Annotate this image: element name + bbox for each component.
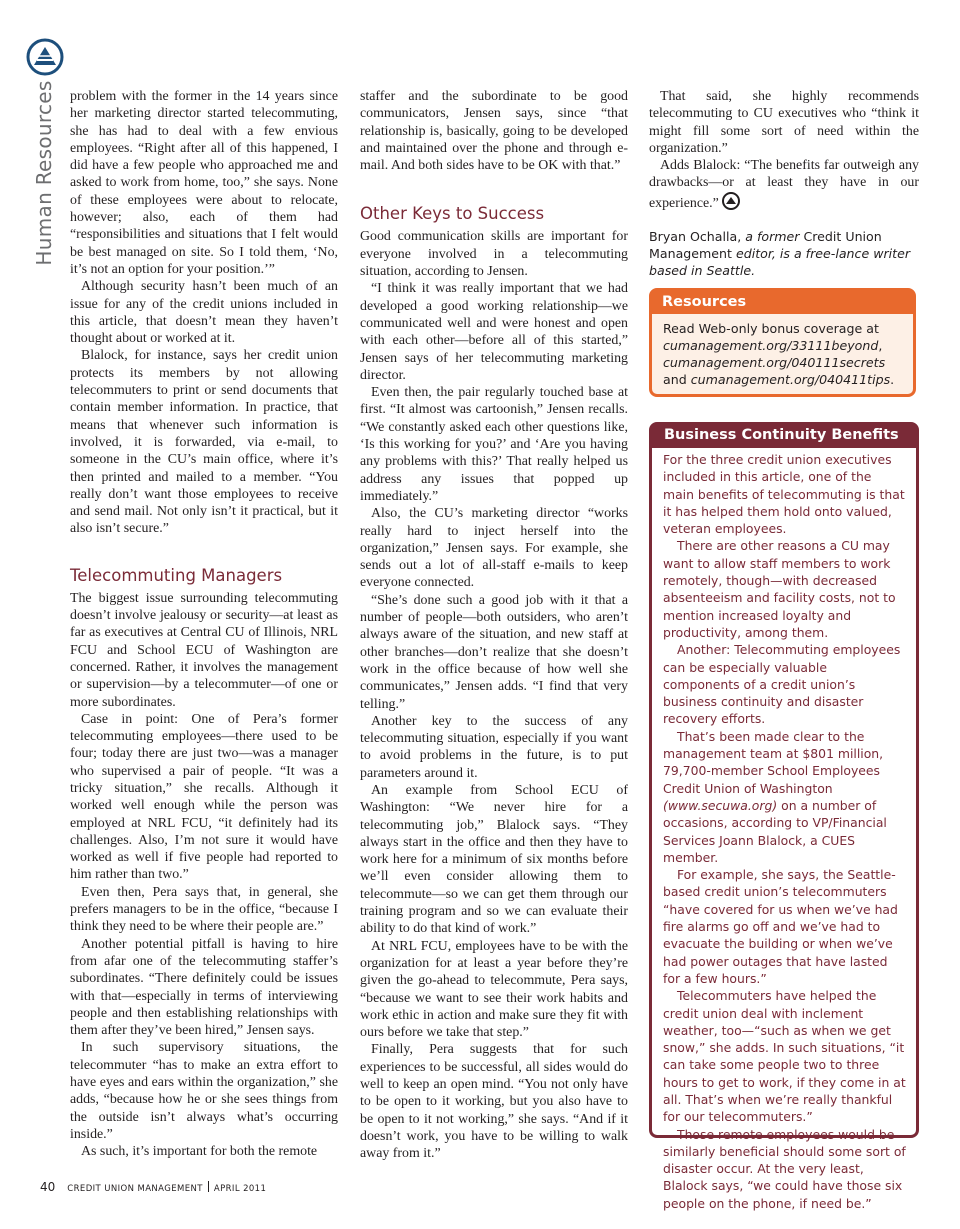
paragraph: Also, the CU’s marketing director “works really hard to inject herself into the organization,” Jensen says. For example, she sends out a lot of all-staff e-mails to keep everyone connected.: [360, 506, 628, 591]
sidebar-paragraph: For the three credit union executives included in this article, one of the main benefits of telecommuting is that it has helped them hold onto valued, veteran employees.: [663, 452, 905, 537]
business-continuity-body: [652, 448, 916, 1212]
subheading-telecommuting-managers: Telecommuting Managers: [70, 565, 283, 585]
paragraph: “She’s done such a good job with it that a number of people—both outsiders, who aren’t always aware of the situation, and new staff at other branches—don’t realize that she doesn’t work in the office because of how well she communicates,” Jensen adds. “I find that very telling.”: [360, 592, 628, 712]
resources-text: Read Web-only bonus coverage at: [663, 321, 879, 336]
publication-name: Credit Union Management: [649, 229, 882, 262]
paragraph: In such supervisory situations, the telecommuter “has to make an extra effort to have eyes and ears within the organization,” she adds, “because how he or she sees things from the outside isn’t always what’s occurring inside.”: [70, 1040, 338, 1142]
footer-divider: [208, 1181, 209, 1192]
subheading-other-keys: Other Keys to Success: [360, 204, 545, 224]
section-tag: [24, 80, 64, 266]
bio-text: editor, is a free-lance writer based in Seattle.: [649, 246, 911, 279]
paragraph: Case in point: One of Pera’s former telecommuting employees—there used to be four; today there are just two—was a manager who supervised a pair of people. “It was a tricky situation,” she recalls. Although it worked well enough while the person was employed at NRL FCU, “it definitely had its challenges. Also, I’m not sure it would have worked as well if five people had reported to him rather than two.”: [70, 711, 338, 883]
paragraph: “I think it was really important that we had developed a good working relationship—we communicated well and were honest and open with each other—before all of this started,” Jensen says of her telecommuting marketing director.: [360, 281, 628, 383]
sidebar-paragraph: There are other reasons a CU may want to allow staff members to work remotely, though—with decreased absenteeism and facility costs, not to mention increased loyalty and productivity, among them.: [663, 538, 896, 640]
end-mark-icon: [722, 192, 740, 210]
resources-link-3[interactable]: cumanagement.org/040411tips: [690, 372, 891, 387]
paragraph: staffer and the subordinate to be good communicators, Jensen says, since “that relationship is, basically, going to be developed and maintained over the phone and through e-mail. And both sides have to be OK with that.”: [360, 89, 628, 174]
sidebar-paragraph: For example, she says, the Seattle-based credit union’s telecommuters “have covered for us when we’ve had fire alarms go off and we’ve had to evacuate the building or when we’ve had power outages that have lasted for a few hours.”: [663, 867, 898, 986]
paragraph: Good communication skills are important for everyone involved in a telecommuting situation, according to Jensen.: [360, 229, 628, 280]
resources-body: Read Web-only bonus coverage at cumanagement.org/33111beyond, cumanagement.org/040111secrets and cumanagement.org/040411tips.: [663, 321, 895, 387]
paragraph: [649, 157, 919, 212]
paragraph: Even then, the pair regularly touched base at first. “It almost was cartoonish,” Jensen recalls. “We constantly asked each other questions like, ‘Is this working for you?’ and ‘Are you having any problems with this?’ That really helped us address any issues that popped up immediately.”: [360, 385, 628, 504]
article-column-3: [649, 88, 919, 279]
magazine-name: CREDIT UNION MANAGEMENT: [67, 1184, 203, 1194]
bio-text: a former: [745, 229, 804, 245]
sidebar-paragraph: Telecommuters have helped the credit union deal with inclement weather, too—“such as when we get snow,” she adds. In such situations, “it can take some people two to three hours to get to work, if they come in at all. That’s when we’re really thankful for our telecommuters.”: [663, 988, 906, 1125]
sidebar-paragraph: Another: Telecommuting employees can be especially valuable components of a credit union’s business continuity and disaster recovery efforts.: [663, 642, 901, 727]
paragraph: Another key to the success of any telecommuting situation, especially if you want to avoid problems in the future, is to put parameters around it.: [360, 713, 628, 781]
paragraph: That said, she highly recommends telecommuting to CU executives who “think it might fill some sort of need within the organization.”: [649, 89, 919, 156]
section-label: Human Resources: [32, 80, 56, 266]
secuwa-link[interactable]: (www.secuwa.org): [663, 797, 778, 813]
article-column-2: [360, 88, 628, 1163]
sidebar-paragraph: Those remote employees would be similarly beneficial should some sort of disaster occur. At the very least, Blalock says, “we could have those six people on the phone, if need be.”: [663, 1126, 906, 1211]
issue-date: APRIL 2011: [213, 1184, 267, 1194]
author-bio: [649, 228, 919, 279]
sidebar-text: on a number of occasions, according to VP/Financial Services Joann Blalock, a CUES member.: [663, 797, 887, 865]
paragraph: An example from School ECU of Washington: “We never hire for a telecommuting job,” Blalock says. “They always start in the office and then they have to work here for a minimum of six months before we’ll even consider allowing them to telecommute—so we can get them through our training program and so we can evaluate their ability to do that kind of work.”: [360, 782, 628, 937]
resources-title: Resources: [652, 291, 913, 314]
page-number: 40: [40, 1180, 56, 1194]
page-footer: [40, 1176, 266, 1195]
resources-link-2[interactable]: cumanagement.org/040111secrets: [663, 355, 886, 370]
resources-link-1[interactable]: cumanagement.org/33111beyond: [663, 338, 879, 353]
paragraph: Finally, Pera suggests that for such experiences to be successful, all sides would do well to keep an open mind. “You not only have to be open to it working, but you also have to be open to it not working,” she says. “And if it doesn’t work, you have to be willing to walk away from it.”: [360, 1042, 628, 1162]
paragraph: As such, it’s important for both the remote: [81, 1144, 318, 1160]
article-column-1: [70, 88, 338, 1161]
paragraph: At NRL FCU, employees have to be with the organization for at least a year before they’re given the go-ahead to telecommute, Pera says, “because we want to see their work habits and work ethic in action and make sure they fit with ours before we take that step.”: [360, 938, 628, 1041]
resources-box: [649, 288, 916, 397]
business-continuity-title: Business Continuity Benefits: [652, 425, 916, 448]
paragraph: Even then, Pera says that, in general, she prefers managers to be in the office, “because I think they need to be where their people are.”: [70, 884, 338, 935]
paragraph-text: Adds Blalock: “The benefits far outweigh any drawbacks—or at least they have in our experience.”: [649, 158, 919, 211]
sidebar-paragraph: [663, 728, 906, 866]
paragraph: Blalock, for instance, says her credit union protects its members by not allowing telecommuters to print or send documents that contain member information. In practice, that means that whenever such information is involved, it is forwarded, via e-mail, to someone in the CU’s main office, where it’s then printed and mailed to a member. “You really don’t want those employees to receive and send mail. Not only isn’t it practical, but it also isn’t secure.”: [70, 348, 338, 537]
author-name: Bryan Ochalla,: [649, 229, 746, 245]
paragraph: The biggest issue surrounding telecommuting doesn’t involve jealousy or security—at least as far as executives at Central CU of Illinois, NRL FCU and School ECU of Washington are concerned. Rather, it involves the management or supervision—by a telecommuter—of one or more subordinates.: [70, 590, 338, 710]
paragraph: Although security hasn’t been much of an issue for any of the credit unions included in this article, that doesn’t mean they haven’t thought about or worked at it.: [70, 279, 338, 347]
sidebar-text: That’s been made clear to the management team at $801 million, 79,700-member School Employees Credit Union of Washington: [663, 728, 884, 796]
paragraph: Another potential pitfall is having to hire from afar one of the telecommuting staffer’s subordinates. “There definitely could be issues with that—especially in terms of interviewing people and then establishing relationships with them after they’ve been hired,” Jensen says.: [70, 936, 338, 1039]
paragraph: problem with the former in the 14 years since her marketing director started telecommuting, she has had to deal with a few envious employees. “Right after all of this happened, I did have a few people who approached me and asked to work from home, too,” she says. None of these employees were about to relocate, however; also, each of them had “responsibilities and situations that I felt would be best managed on site. So I told them, ‘No, it’s not an option for your position.’”: [70, 89, 338, 277]
business-continuity-box: [649, 422, 919, 1211]
cues-logo-icon: [26, 38, 64, 76]
resources-and: and: [663, 372, 691, 387]
